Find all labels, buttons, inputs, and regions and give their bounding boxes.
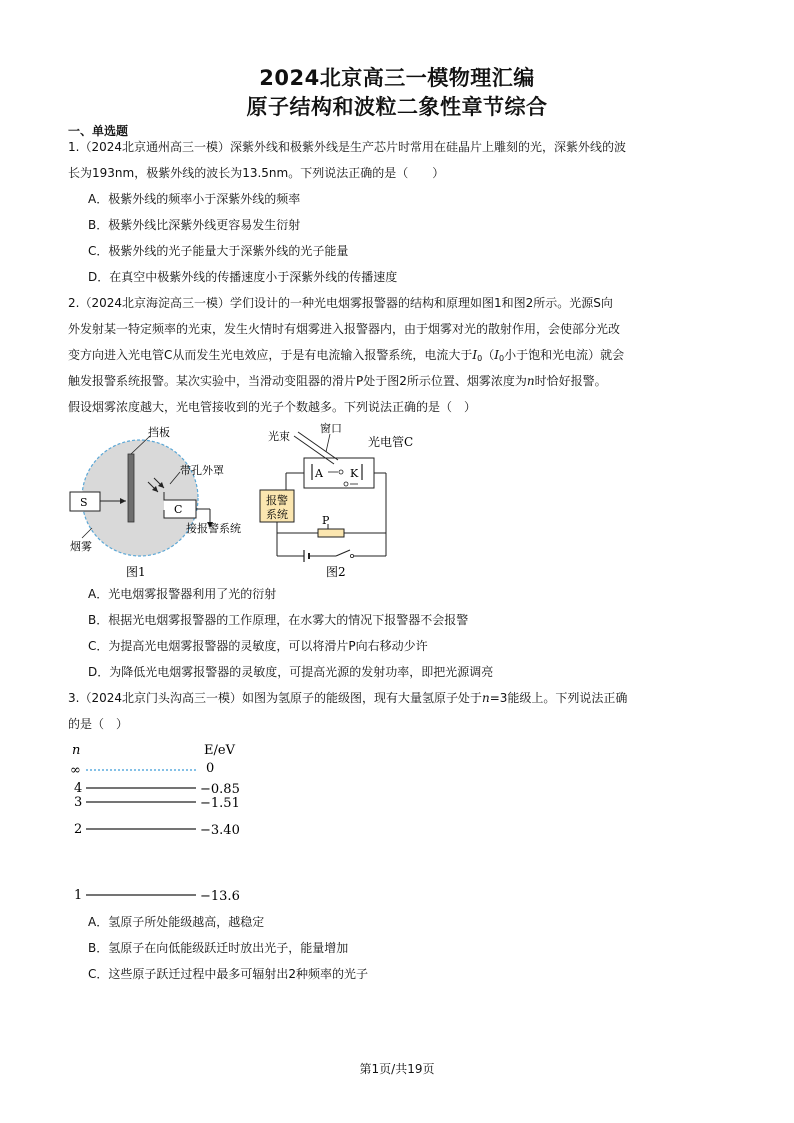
level-2-n: 2 <box>74 822 83 837</box>
q2-option-a: A．光电烟雾报警器利用了光的衍射 <box>88 587 277 601</box>
slider-label: P <box>322 514 330 527</box>
q1-stem-line1: 1.（2024北京通州高三一模）深紫外线和极紫外线是生产芯片时常用在硅晶片上雕刻的光，深紫外线的波 <box>68 140 626 154</box>
axis-e-label: E/eV <box>204 743 235 758</box>
level-4-n: 4 <box>74 781 83 796</box>
q2-line3-part-c: 小于饱和光电流）就会 <box>504 348 625 362</box>
anode-label: A <box>315 467 323 480</box>
electron-dot <box>339 470 343 474</box>
beam-label: 光束 <box>268 430 290 443</box>
q2-current-subscript: 0 <box>477 354 483 363</box>
q2-stem-line4 <box>68 373 607 389</box>
q2-density-symbol: n <box>526 374 535 388</box>
q3-option-b: B．氢原子在向低能级跃迁时放出光子，能量增加 <box>88 941 349 955</box>
figure-1-smoke-detector <box>60 424 260 584</box>
level-1-e: −13.6 <box>200 889 240 904</box>
q2-stem-line5: 假设烟雾浓度越大，光电管接收到的光子个数越多。下列说法正确的是（ ） <box>68 400 477 414</box>
q2-line4-part-b: 时恰好报警。 <box>534 374 607 388</box>
q3-stem-line2: 的是（ ） <box>68 717 129 731</box>
page-footer: 第1页/共19页 <box>359 1062 435 1076</box>
alarm-system-label-2: 系统 <box>266 508 288 521</box>
q2-line3-part-b: （ <box>482 348 495 362</box>
q2-option-c: C．为提高光电烟雾报警器的灵敏度，可以将滑片P向右移动少许 <box>88 639 428 653</box>
q3-n-symbol: n <box>482 691 490 705</box>
switch-contact <box>350 554 353 557</box>
q2-line3-part-a: 变方向进入光电管C从而发生光电效应，于是有电流输入报警系统，电流大于 <box>68 348 473 362</box>
q2-option-d: D．为降低光电烟雾报警器的灵敏度，可提高光源的发射功率，即把光源调亮 <box>88 665 494 679</box>
figure-2-circuit <box>258 420 428 580</box>
figure-2-caption: 图2 <box>326 565 346 579</box>
level-3-e: −1.51 <box>200 796 240 811</box>
alarm-system-label-1: 报警 <box>266 494 288 507</box>
electron-dot-2 <box>344 482 348 486</box>
q1-stem-line2: 长为193nm，极紫外线的波长为13.5nm。下列说法正确的是（ ） <box>68 166 445 180</box>
level-inf-n: ∞ <box>70 763 81 778</box>
alarm-connect-label: 接报警系统 <box>186 522 241 535</box>
q1-option-b: B．极紫外线比深紫外线更容易发生衍射 <box>88 218 301 232</box>
level-4-e: −0.85 <box>200 782 240 797</box>
q2-stem-line1: 2.（2024北京海淀高三一模）学们设计的一种光电烟雾报警器的结构和原理如图1和图2所示。光源S向 <box>68 296 613 310</box>
cathode-label: K <box>350 467 359 480</box>
switch-lever <box>336 550 350 556</box>
q3-stem-line1 <box>68 690 627 706</box>
window-label: 窗口 <box>320 422 342 435</box>
level-1-n: 1 <box>74 888 83 903</box>
figure-1-caption: 图1 <box>126 565 146 579</box>
q2-stem-line2: 外发射某一特定频率的光束，发生火情时有烟雾进入报警器内，由于烟雾对光的散射作用，会使部分光改 <box>68 322 621 336</box>
q1-option-d: D．在真空中极紫外线的传播速度小于深紫外线的传播速度 <box>88 270 398 284</box>
q1-option-a: A．极紫外线的频率小于深紫外线的频率 <box>88 192 301 206</box>
level-3-n: 3 <box>74 795 83 810</box>
axis-n-label: n <box>72 743 81 758</box>
q2-option-b: B．根据光电烟雾报警器的工作原理，在水雾大的情况下报警器不会报警 <box>88 613 469 627</box>
smoke-label: 烟雾 <box>70 540 92 553</box>
q2-stem-line3 <box>68 347 624 367</box>
section-heading: 一、单选题 <box>68 124 129 138</box>
page-title: 2024北京高三一模物理汇编 <box>259 66 535 90</box>
energy-level-diagram <box>66 740 266 910</box>
q2-current-subscript-2: 0 <box>499 354 505 363</box>
q2-current-symbol-2: I <box>494 348 499 362</box>
q3-option-c: C．这些原子跃迁过程中最多可辐射出2种频率的光子 <box>88 967 369 981</box>
cover-label: 带孔外罩 <box>180 464 224 477</box>
rheostat <box>318 529 344 537</box>
q3-line1-part-b: =3能级上。下列说法正确 <box>489 691 628 705</box>
baffle-label: 挡板 <box>148 426 170 439</box>
baffle-plate <box>128 454 134 522</box>
beam-line-2 <box>298 432 338 460</box>
window-leader <box>326 434 330 452</box>
photocell-label: C <box>174 503 183 516</box>
q3-line1-part-a: 3.（2024北京门头沟高三一模）如图为氢原子的能级图，现有大量氢原子处于 <box>68 691 482 705</box>
beam-line-1 <box>294 436 334 464</box>
phototube-label: 光电管C <box>368 435 414 449</box>
light-source-label: S <box>80 496 88 509</box>
page-subtitle: 原子结构和波粒二象性章节综合 <box>246 95 548 119</box>
q2-current-symbol: I <box>472 348 478 362</box>
q3-option-a: A．氢原子所处能级越高，越稳定 <box>88 915 265 929</box>
smoke-leader <box>82 528 92 538</box>
q2-line4-part-a: 触发报警系统报警。某次实验中，当滑动变阻器的滑片P处于图2所示位置、烟雾浓度为 <box>68 374 527 388</box>
q1-option-c: C．极紫外线的光子能量大于深紫外线的光子能量 <box>88 244 349 258</box>
level-inf-e: 0 <box>206 761 215 776</box>
level-2-e: −3.40 <box>200 823 240 838</box>
